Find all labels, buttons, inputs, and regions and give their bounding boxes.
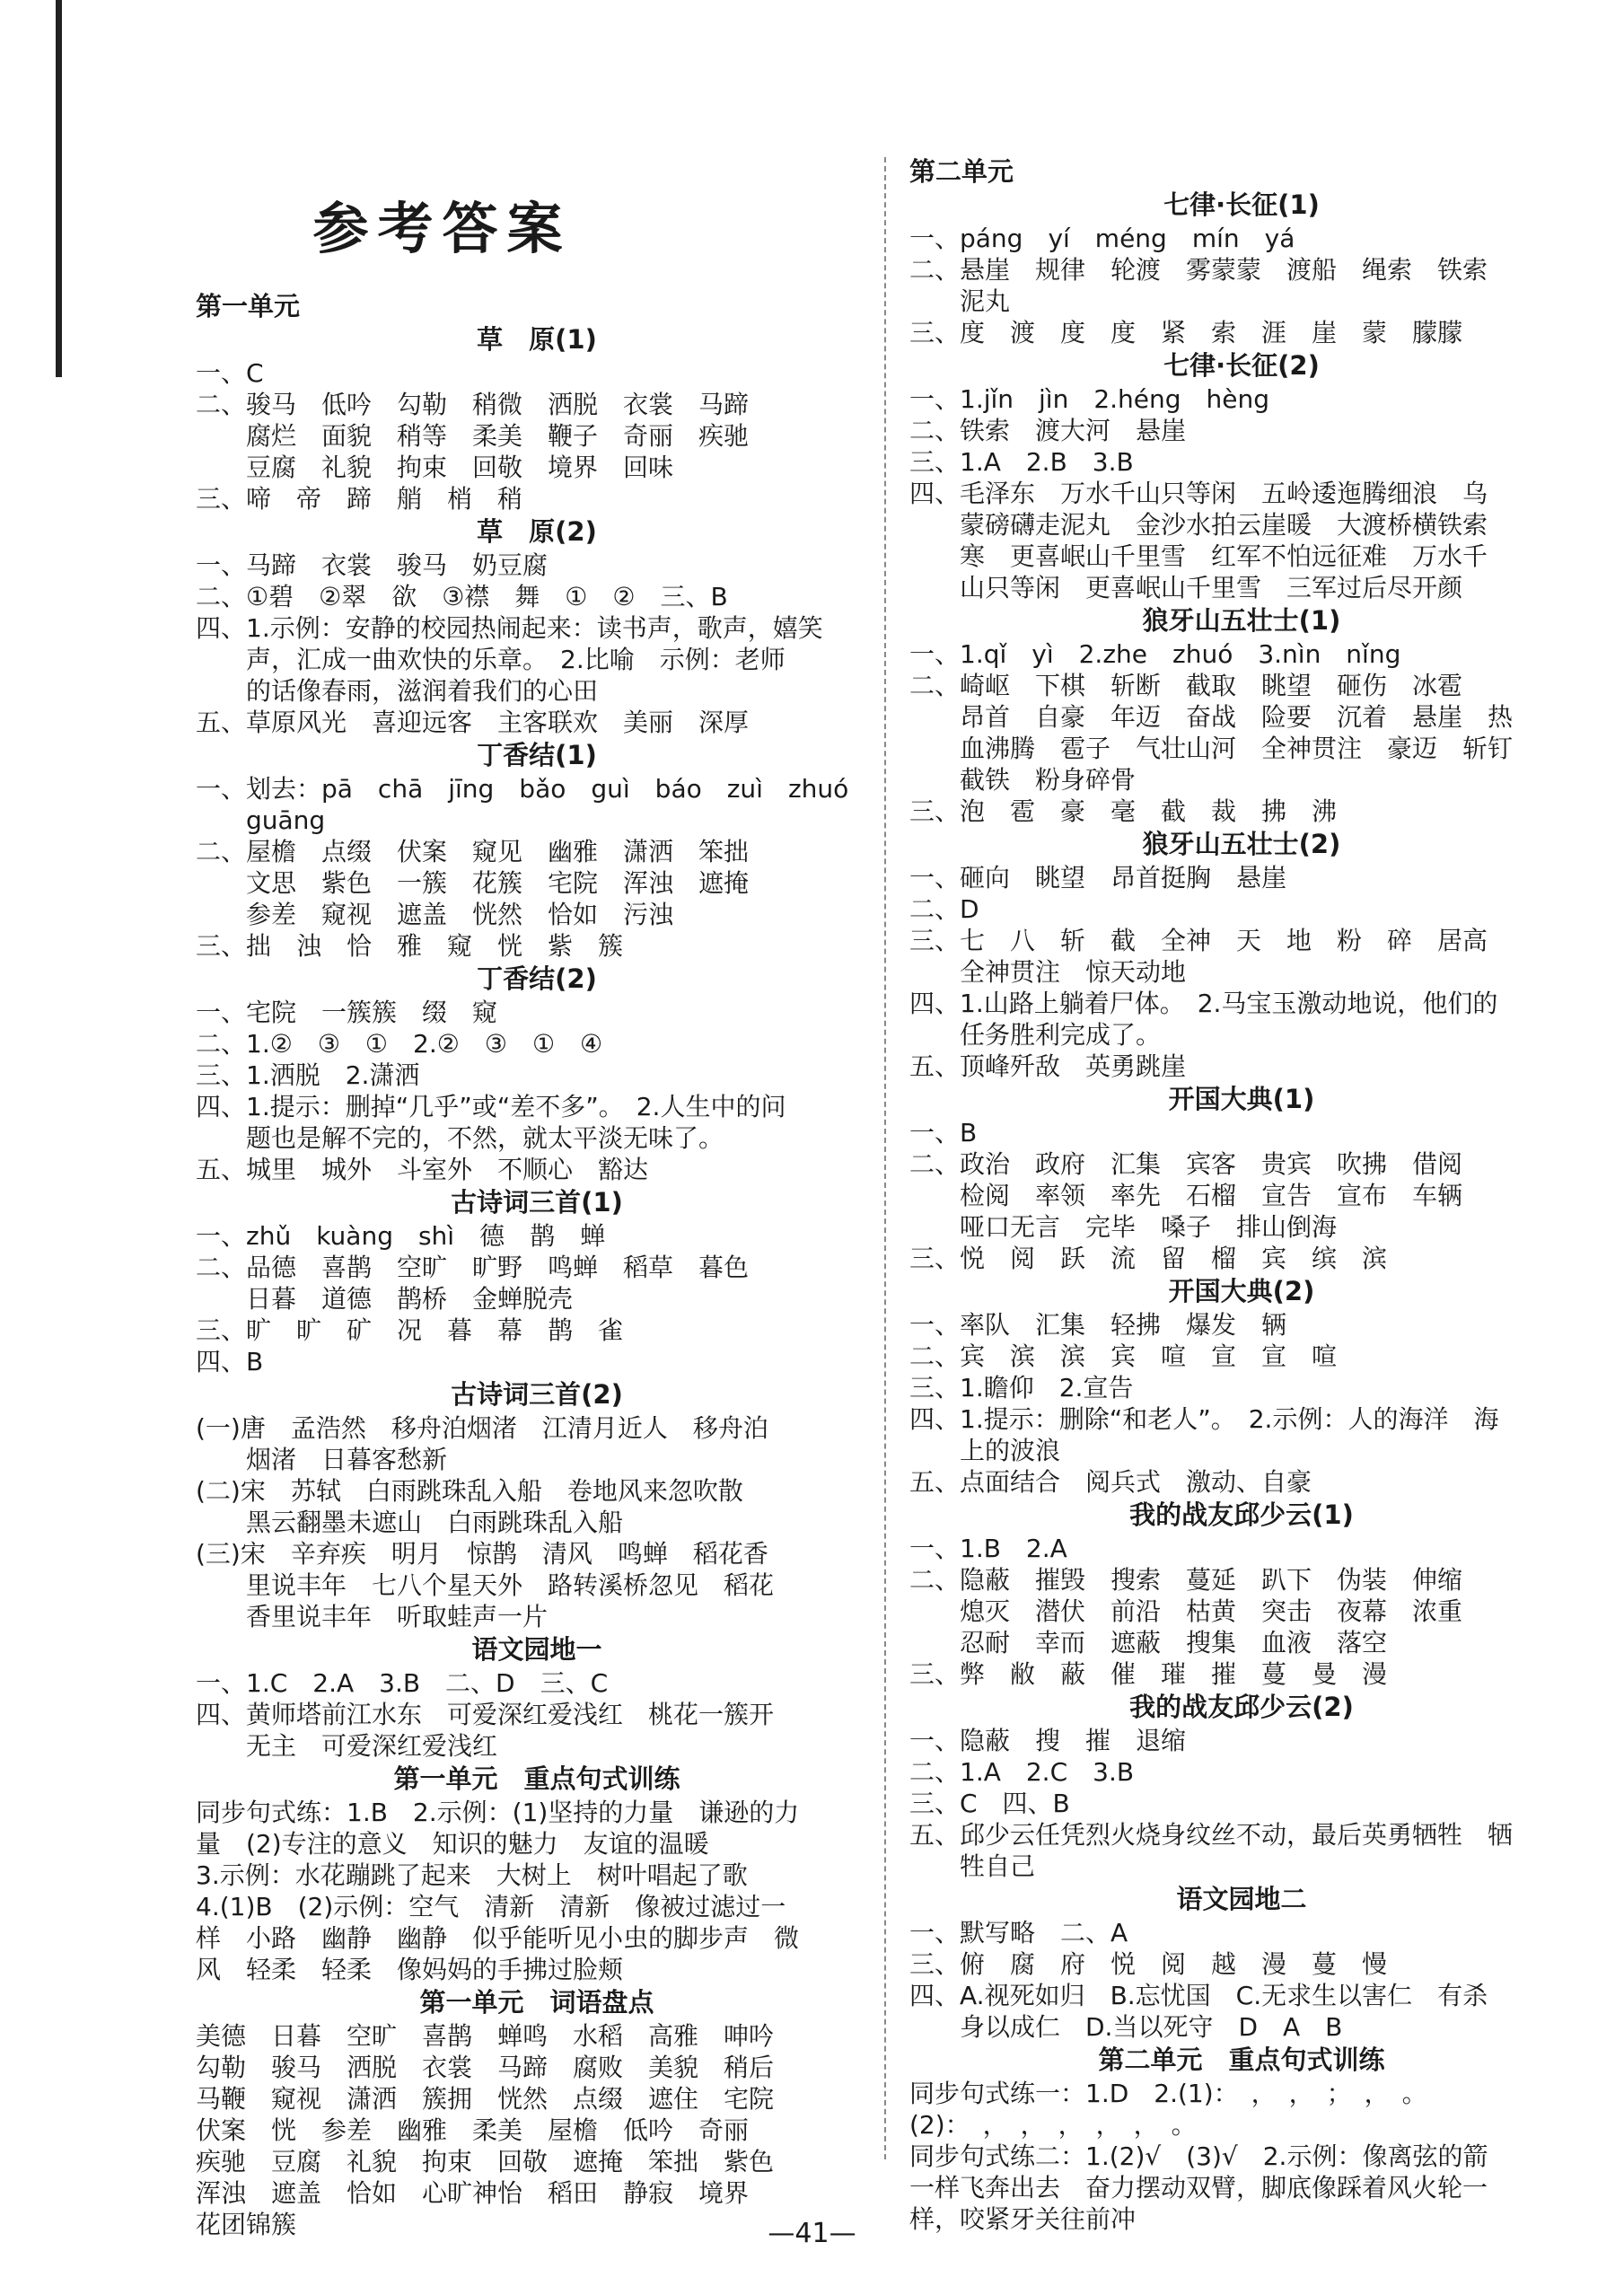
- answer-line: 4.(1)B (2)示例：空气 清新 清新 像被过滤过一: [196, 1892, 786, 1921]
- answer-line: 二、政治 政府 汇集 宾客 贵宾 吹拂 借阅: [909, 1149, 1463, 1179]
- answer-line: 伏案 恍 参差 幽雅 柔美 屋檐 低吟 奇丽: [196, 2115, 750, 2145]
- answer-line: 二、①碧 ②翠 欲 ③襟 舞 ① ② 三、B: [196, 582, 728, 611]
- answer-line: 三、1.A 2.B 3.B: [909, 447, 1134, 477]
- answer-line-continued: 忍耐 幸而 遮蔽 搜集 血液 落空: [960, 1628, 1388, 1658]
- answer-line: 一、C: [196, 358, 264, 388]
- answer-line-continued: 昂首 自豪 年迈 奋战 险要 沉着 悬崖 热: [960, 702, 1514, 732]
- left-column: [196, 287, 878, 2240]
- answer-line: 一、砸向 眺望 昂首挺胸 悬崖: [909, 863, 1287, 892]
- answer-line-continued: 题也是解不完的，不然，就太平淡无味了。: [246, 1123, 724, 1153]
- answer-line-continued: 烟渚 日暮客愁新: [246, 1445, 448, 1474]
- section-heading: 古诗词三首(1): [451, 1187, 623, 1218]
- answer-line: 一、zhǔ kuàng shì 德 鹊 蝉: [196, 1221, 606, 1251]
- answer-line-continued: 泥丸: [960, 286, 1011, 316]
- section-heading: 语文园地二: [1176, 1884, 1307, 1914]
- answer-line: 二、悬崖 规律 轮渡 雾蒙蒙 渡船 绳索 铁索: [909, 255, 1488, 285]
- answer-line: 一、划去：pā chā jīng bǎo guì báo zuì zhuó: [196, 774, 849, 804]
- answer-line: 三、弊 敝 蔽 催 璀 摧 蔓 曼 漫: [909, 1659, 1388, 1689]
- answer-line-continued: 无主 可爱深红爱浅红: [246, 1731, 498, 1761]
- answer-line: (二)宋 苏轼 白雨跳珠乱入船 卷地风来忽吹散: [196, 1476, 743, 1506]
- answer-line: 二、崎岖 下棋 斩断 截取 眺望 砸伤 冰雹: [909, 671, 1463, 700]
- answer-line: 五、城里 城外 斗室外 不顺心 豁达: [196, 1155, 649, 1184]
- answer-line-continued: 全神贯注 惊天动地: [960, 957, 1187, 987]
- column-divider: [884, 157, 886, 2159]
- answer-line: 马鞭 窥视 潇洒 簇拥 恍然 点缀 遮住 宅院: [196, 2084, 775, 2114]
- answer-line: 二、品德 喜鹊 空旷 旷野 鸣蝉 稻草 暮色: [196, 1253, 750, 1282]
- answer-line-continued: 里说丰年 七八个星天外 路转溪桥忽见 稻花: [246, 1570, 775, 1600]
- answer-line: 三、拙 浊 恰 雅 窥 恍 紫 簇: [196, 931, 624, 961]
- answer-line: 一、马蹄 衣裳 骏马 奶豆腐: [196, 550, 549, 580]
- answer-line: 疾驰 豆腐 礼貌 拘束 回敬 遮掩 笨拙 紫色: [196, 2147, 775, 2176]
- answer-line: 一、B: [909, 1118, 978, 1148]
- unit-heading: 第二单元: [909, 156, 1014, 187]
- answer-line-continued: 黑云翻墨未遮山 白雨跳珠乱入船: [246, 1508, 624, 1537]
- answer-line: 同步句式练：1.B 2.示例：(1)坚持的力量 谦逊的力: [196, 1798, 800, 1827]
- answer-line: (三)宋 辛弃疾 明月 惊鹊 清风 鸣蝉 稻花香: [196, 1539, 768, 1569]
- answer-line: 三、旷 旷 矿 况 暮 幕 鹊 雀: [196, 1315, 624, 1345]
- answer-line: 样 小路 幽静 幽静 似乎能听见小虫的脚步声 微: [196, 1923, 800, 1953]
- section-heading: 开国大典(2): [1168, 1276, 1315, 1306]
- section-heading: 我的战友邱少云(1): [1129, 1499, 1354, 1530]
- answer-line: 三、C 四、B: [909, 1789, 1070, 1818]
- answer-line: 四、黄师塔前江水东 可爱深红爱浅红 桃花一簇开: [196, 1700, 775, 1729]
- answer-line-continued: 参差 窥视 遮盖 恍然 恰如 污浊: [246, 900, 674, 929]
- answer-line: 四、毛泽东 万水千山只等闲 五岭逶迤腾细浪 乌: [909, 479, 1488, 508]
- answer-line: (一)唐 孟浩然 移舟泊烟渚 江清月近人 移舟泊: [196, 1413, 768, 1443]
- answer-line-continued: 日暮 道德 鹊桥 金蝉脱壳: [246, 1284, 574, 1314]
- answer-line: 美德 日暮 空旷 喜鹊 蝉鸣 水稻 高雅 呻吟: [196, 2021, 775, 2051]
- section-heading: 第二单元 重点句式训练: [1098, 2044, 1385, 2075]
- answer-line: 三、俯 腐 府 悦 阅 越 漫 蔓 慢: [909, 1949, 1388, 1979]
- answer-line: 一样飞奔出去 奋力摆动双臂，脚底像踩着风火轮一: [909, 2173, 1488, 2203]
- answer-line: 一、率队 汇集 轻拂 爆发 辆: [909, 1310, 1287, 1340]
- answer-line: 一、páng yí méng mín yá: [909, 224, 1295, 253]
- answer-line: 一、1.C 2.A 3.B 二、D 三、C: [196, 1668, 609, 1698]
- unit-heading: 第一单元: [196, 291, 301, 321]
- section-heading: 七律·长征(1): [1163, 189, 1320, 220]
- section-heading: 语文园地一: [471, 1634, 602, 1665]
- answer-line-continued: 截铁 粉身碎骨: [960, 765, 1137, 795]
- answer-line: 二、铁索 渡大河 悬崖: [909, 416, 1187, 445]
- answer-line-continued: 蒙磅礴走泥丸 金沙水拍云崖暖 大渡桥横铁索: [960, 510, 1488, 540]
- answer-line: 一、1.B 2.A: [909, 1534, 1067, 1563]
- answer-line: 四、A.视死如归 B.忘忧国 C.无求生以害仁 有杀: [909, 1981, 1488, 2010]
- answer-line: 二、隐蔽 摧毁 搜索 蔓延 趴下 伪装 伸缩: [909, 1565, 1463, 1595]
- answer-line-continued: 山只等闲 更喜岷山千里雪 三军过后尽开颜: [960, 573, 1463, 602]
- answer-line: 二、1.A 2.C 3.B: [909, 1757, 1135, 1787]
- answer-line-continued: 血沸腾 雹子 气壮山河 全神贯注 豪迈 斩钉: [960, 734, 1514, 763]
- answer-line: 同步句式练一：1.D 2.(1)： ， ， ； ， 。: [909, 2079, 1427, 2108]
- answer-line-continued: guāng: [246, 805, 326, 835]
- answer-line: 3.示例：水花蹦跳了起来 大树上 树叶唱起了歌: [196, 1860, 748, 1890]
- answer-line: 勾勒 骏马 洒脱 衣裳 马蹄 腐败 美貌 稍后: [196, 2053, 775, 2082]
- answer-line-continued: 任务胜利完成了。: [960, 1020, 1162, 1050]
- answer-line: 花团锦簇: [196, 2210, 297, 2239]
- answer-line-continued: 熄灭 潜伏 前沿 枯黄 突击 夜幕 浓重: [960, 1596, 1463, 1626]
- answer-line: 三、1.瞻仰 2.宣告: [909, 1373, 1134, 1402]
- answer-line: 二、骏马 低吟 勾勒 稍微 洒脱 衣裳 马蹄: [196, 390, 750, 419]
- answer-line: 风 轻柔 轻柔 像妈妈的手拂过脸颊: [196, 1955, 624, 1984]
- section-heading: 我的战友邱少云(2): [1129, 1692, 1354, 1722]
- answer-line-continued: 文思 紫色 一簇 花簇 宅院 浑浊 遮掩: [246, 868, 750, 898]
- answer-line: 一、宅院 一簇簇 缀 窥: [196, 998, 498, 1027]
- answer-line: 三、1.洒脱 2.潇洒: [196, 1060, 420, 1090]
- answer-line: 量 (2)专注的意义 知识的魅力 友谊的温暖: [196, 1829, 709, 1859]
- answer-line: 四、B: [196, 1347, 264, 1376]
- answer-line-continued: 香里说丰年 听取蛙声一片: [246, 1602, 549, 1631]
- answer-line: 五、草原风光 喜迎远客 主客联欢 美丽 深厚: [196, 708, 750, 737]
- answer-line: 五、顶峰歼敌 英勇跳崖: [909, 1051, 1187, 1081]
- answer-line: 三、啼 帝 蹄 艄 梢 稍: [196, 484, 523, 514]
- section-heading: 丁香结(2): [477, 963, 597, 994]
- answer-line: 浑浊 遮盖 恰如 心旷神怡 稻田 静寂 境界: [196, 2178, 750, 2208]
- answer-line: 三、七 八 斩 截 全神 天 地 粉 碎 居高: [909, 926, 1488, 955]
- section-heading: 狼牙山五壮士(1): [1142, 605, 1341, 636]
- answer-line: 同步句式练二：1.(2)√ (3)√ 2.示例：像离弦的箭: [909, 2141, 1488, 2171]
- answer-line: 五、邱少云任凭烈火烧身纹丝不动，最后英勇牺牲 牺: [909, 1820, 1514, 1850]
- answer-line: 样，咬紧牙关往前冲: [909, 2204, 1137, 2234]
- answer-line-continued: 检阅 率领 率先 石榴 宣告 宣布 车辆: [960, 1181, 1463, 1210]
- answer-line: 四、1.提示：删除“和老人”。 2.示例：人的海洋 海: [909, 1404, 1499, 1434]
- section-heading: 狼牙山五壮士(2): [1142, 829, 1341, 859]
- answer-line-continued: 声，汇成一曲欢快的乐章。 2.比喻 示例：老师: [246, 645, 786, 674]
- answer-line-continued: 上的波浪: [960, 1436, 1061, 1465]
- section-heading: 丁香结(1): [477, 740, 597, 770]
- answer-line: (2)： ， ， ， ， ， 。: [909, 2110, 1197, 2140]
- answer-line-continued: 哑口无言 完毕 嗓子 排山倒海: [960, 1212, 1338, 1242]
- answer-line-continued: 寒 更喜岷山千里雪 红军不怕远征难 万水千: [960, 541, 1488, 571]
- section-heading: 七律·长征(2): [1163, 350, 1320, 381]
- answer-line: 三、泡 雹 豪 毫 截 裁 拂 沸: [909, 796, 1338, 826]
- page-title: 参考答案: [312, 196, 572, 261]
- section-heading: 草 原(1): [477, 324, 597, 355]
- answer-line-continued: 的话像春雨，滋润着我们的心田: [246, 676, 599, 706]
- answer-line: 二、宾 滨 滨 宾 喧 宣 宣 喧: [909, 1341, 1338, 1371]
- answer-line: 一、1.jǐn jìn 2.héng hèng: [909, 384, 1270, 414]
- answer-line: 四、1.山路上躺着尸体。 2.马宝玉激动地说，他们的: [909, 989, 1498, 1018]
- answer-line-continued: 身以成仁 D.当以死守 D A B: [960, 2012, 1343, 2042]
- answer-line-continued: 牲自己: [960, 1851, 1036, 1881]
- answer-line: 五、点面结合 阅兵式 激动、自豪: [909, 1467, 1312, 1497]
- answer-line: 四、1.示例：安静的校园热闹起来：读书声，歌声，嬉笑: [196, 613, 823, 643]
- answer-line: 一、1.qǐ yì 2.zhe zhuó 3.nìn nǐng: [909, 639, 1401, 669]
- answer-line: 四、1.提示：删掉“几乎”或“差不多”。 2.人生中的问: [196, 1092, 786, 1121]
- answer-line: 二、1.② ③ ① 2.② ③ ① ④: [196, 1029, 603, 1059]
- section-heading: 第一单元 词语盘点: [419, 1987, 654, 2018]
- page-number: —41—: [768, 2218, 856, 2249]
- answer-line-continued: 豆腐 礼貌 拘束 回敬 境界 回味: [246, 453, 674, 482]
- right-column: [909, 153, 1574, 2235]
- answer-line: 三、度 渡 度 度 紧 索 涯 崖 蒙 朦朦: [909, 318, 1463, 347]
- section-heading: 草 原(2): [477, 516, 597, 547]
- answer-line-continued: 腐烂 面貌 稍等 柔美 鞭子 奇丽 疾驰: [246, 421, 750, 451]
- answer-line: 二、屋檐 点缀 伏案 窥见 幽雅 潇洒 笨拙: [196, 837, 750, 866]
- answer-line: 三、悦 阅 跃 流 留 榴 宾 缤 滨: [909, 1244, 1388, 1273]
- section-heading: 开国大典(1): [1168, 1084, 1315, 1114]
- answer-line: 一、默写略 二、A: [909, 1918, 1128, 1948]
- answer-line: 二、D: [909, 894, 979, 924]
- section-heading: 第一单元 重点句式训练: [393, 1763, 680, 1794]
- answer-line: 一、隐蔽 搜 摧 退缩: [909, 1726, 1187, 1755]
- section-heading: 古诗词三首(2): [451, 1379, 623, 1410]
